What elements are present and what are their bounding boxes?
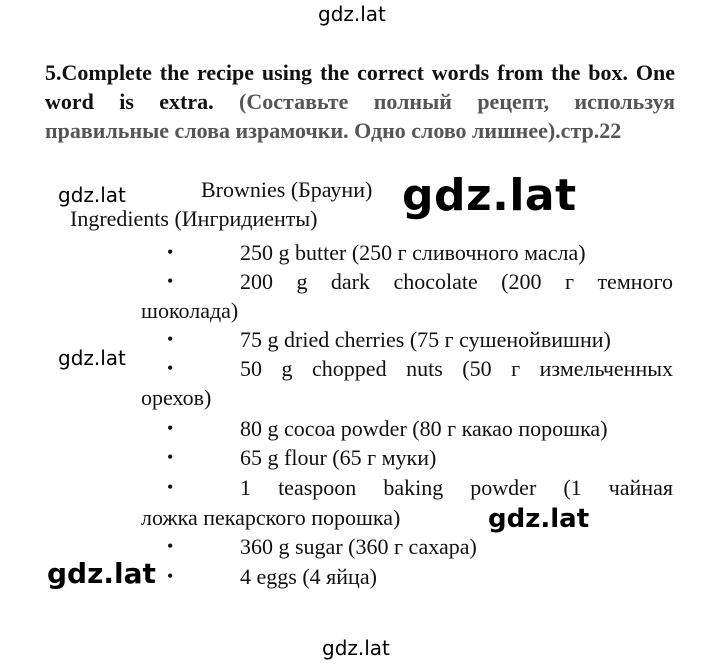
ingredients-heading: Ingredients (Ингридиенты): [70, 206, 318, 231]
ingredient-text-continued: шоколада): [141, 298, 239, 323]
bullet-icon: •: [167, 358, 174, 378]
watermark-middle: gdz.lat: [488, 504, 590, 534]
ingredient-text: 80 g cocoa powder (80 г какао порошка): [240, 416, 608, 441]
ingredient-text-continued: орехов): [141, 385, 212, 410]
ingredient-text: 65 g flour (65 г муки): [240, 445, 437, 470]
recipe-title: Brownies (Брауни): [201, 177, 373, 202]
bullet-icon: •: [167, 329, 174, 349]
ingredient-text: 1 teaspoon baking powder (1 чайная: [240, 475, 673, 500]
ingredient-text: 75 g dried cherries (75 г сушенойвишни): [240, 327, 611, 352]
ingredient-text: 360 g sugar (360 г сахара): [240, 534, 477, 559]
task-text-ru: (Составьте полный рецепт, используя правильные слова израмочки. Одно слово лишнее).стр.22: [45, 89, 675, 143]
bullet-icon: •: [167, 566, 174, 586]
watermark-large: gdz.lat: [402, 170, 577, 221]
watermark-bottom: gdz.lat: [322, 636, 390, 660]
watermark-left-1: gdz.lat: [58, 183, 126, 207]
bullet-icon: •: [167, 536, 174, 556]
bullet-icon: •: [167, 271, 174, 291]
ingredient-text: 4 eggs (4 яйца): [240, 564, 377, 589]
watermark-left-3: gdz.lat: [47, 557, 156, 590]
ingredient-text-continued: ложка пекарского порошка): [141, 505, 401, 530]
watermark-left-2: gdz.lat: [58, 346, 126, 370]
bullet-icon: •: [167, 418, 174, 438]
bullet-icon: •: [167, 447, 174, 467]
ingredient-text: 50 g chopped nuts (50 г измельченных: [240, 356, 673, 381]
ingredient-text: 200 g dark chocolate (200 г темного: [240, 269, 673, 294]
bullet-icon: •: [167, 242, 174, 262]
task-instruction: [45, 58, 675, 145]
bullet-icon: •: [167, 477, 174, 497]
task-text-en: 5.Complete the recipe using the correct words from the box. One word is extra.: [45, 60, 675, 114]
ingredient-text: 250 g butter (250 г сливочного масла): [240, 240, 586, 265]
watermark-top: gdz.lat: [318, 2, 386, 26]
